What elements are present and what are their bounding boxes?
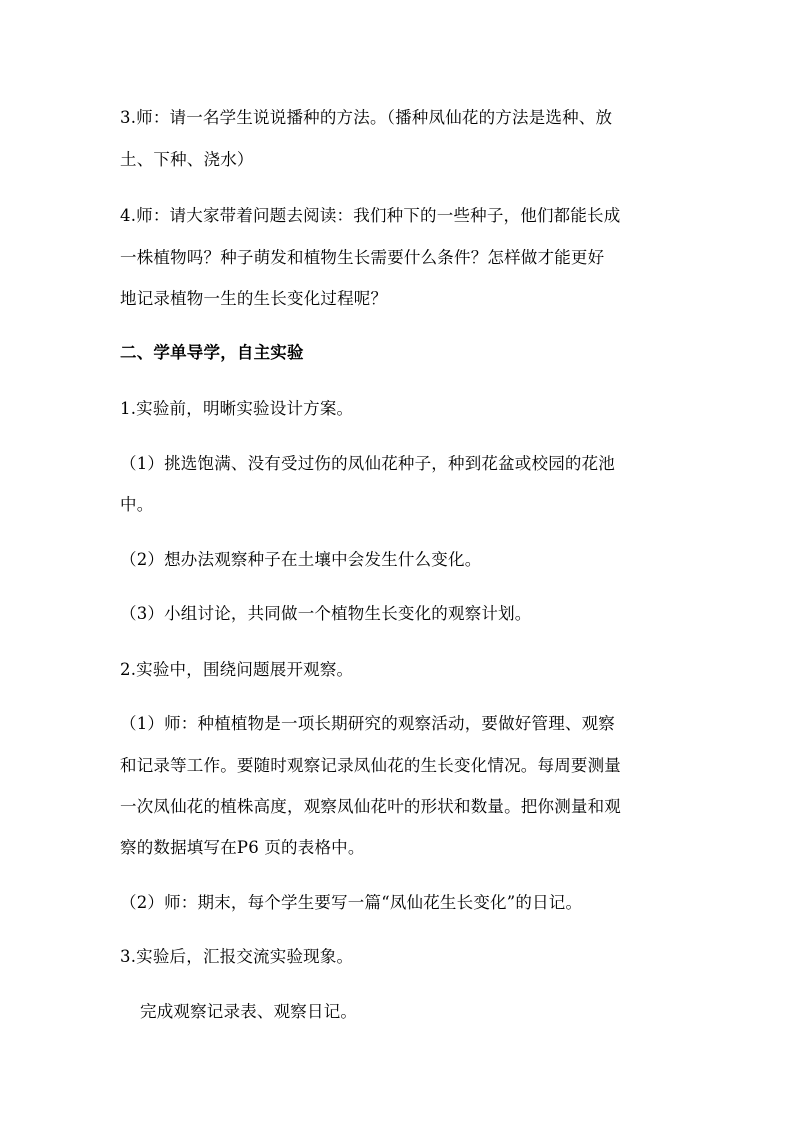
paragraph-line: 土、下种、浇水） — [120, 150, 254, 169]
paragraph-line: 1.实验前，明晰实验设计方案。 — [120, 399, 354, 418]
section-heading: 二、学单导学，自主实验 — [120, 343, 304, 362]
paragraph-line: 中。 — [120, 495, 154, 514]
paragraph-line: 察的数据填写在P6 页的表格中。 — [120, 838, 365, 857]
paragraph-line: 4.师：请大家带着问题去阅读：我们种下的一些种子，他们都能长成 — [120, 206, 621, 225]
paragraph-line: 3.师：请一名学生说说播种的方法。（播种凤仙花的方法是选种、放 — [120, 108, 613, 127]
paragraph-line: 和记录等工作。要随时观察记录凤仙花的生长变化情况。每周要测量 — [120, 756, 621, 775]
paragraph-line: （1）挑选饱满、没有受过伤的凤仙花种子，种到花盆或校园的花池 — [120, 454, 615, 473]
paragraph-line: （2）师：期末，每个学生要写一篇“凤仙花生长变化”的日记。 — [120, 893, 583, 912]
paragraph-line: 2.实验中，围绕问题展开观察。 — [120, 660, 354, 679]
paragraph-line: （1）师：种植植物是一项长期研究的观察活动，要做好管理、观察 — [120, 714, 615, 733]
paragraph-line: 地记录植物一生的生长变化过程呢？ — [120, 289, 388, 308]
paragraph-line: 3.实验后，汇报交流实验现象。 — [120, 947, 354, 966]
paragraph-line: 一次凤仙花的植株高度，观察凤仙花叶的形状和数量。把你测量和观 — [120, 797, 621, 816]
paragraph-line: （2）想办法观察种子在土壤中会发生什么变化。 — [120, 550, 482, 569]
paragraph-line: 完成观察记录表、观察日记。 — [140, 1002, 358, 1021]
paragraph-line: （3）小组讨论，共同做一个植物生长变化的观察计划。 — [120, 604, 532, 623]
paragraph-line: 一株植物吗？种子萌发和植物生长需要什么条件？怎样做才能更好 — [120, 248, 605, 267]
